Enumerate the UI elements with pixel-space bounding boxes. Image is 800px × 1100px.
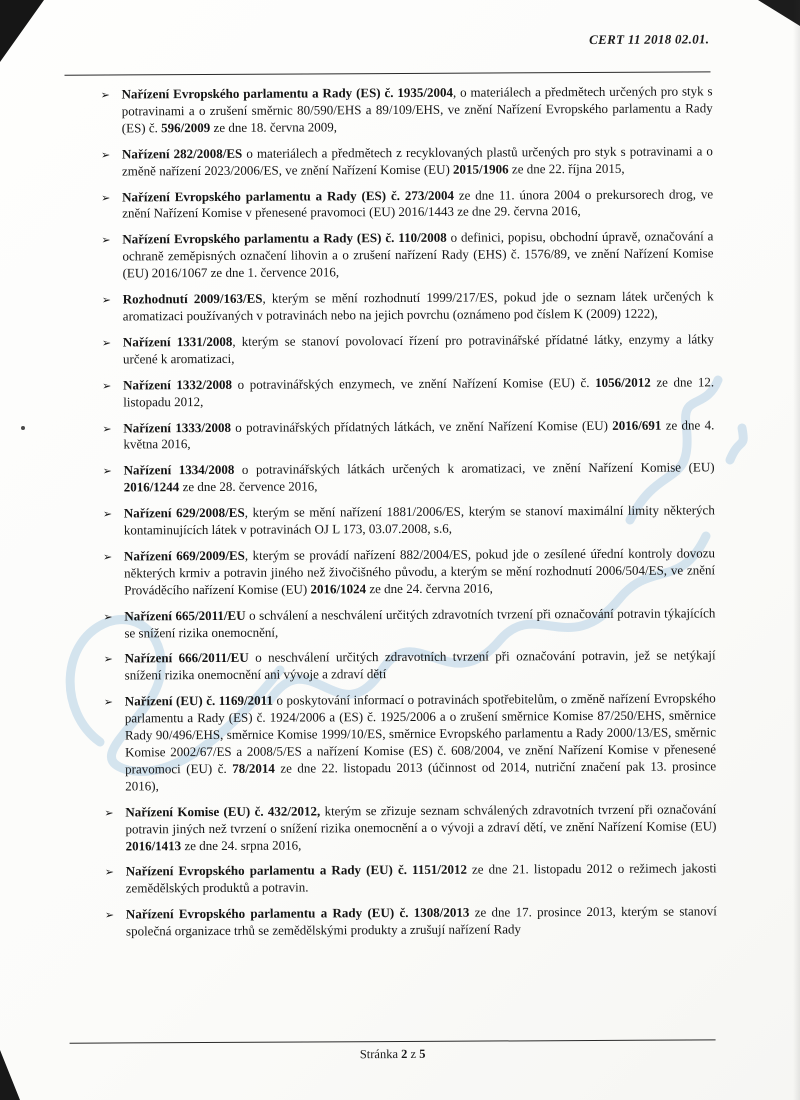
list-item xyxy=(101,143,713,180)
list-item xyxy=(103,502,715,539)
footer-divider xyxy=(70,1039,716,1043)
arrow-bullet-icon: ➢ xyxy=(100,88,110,102)
regulation-text: Nařízení Evropského parlamentu a Rady (EU) č. 1151/2012 ze dne 21. listopadu 2012 o režimech jakosti zemědělských produktů a potravin. xyxy=(125,860,717,896)
scan-speck xyxy=(21,426,25,430)
list-item xyxy=(102,331,714,368)
arrow-bullet-icon: ➢ xyxy=(102,507,113,521)
regulation-text: Nařízení 1333/2008 o potravinářských přídatných látkách, ve znění Nařízení Komise (EU) 2016/691 ze dne 4. května 2016, xyxy=(123,416,715,452)
arrow-bullet-icon: ➢ xyxy=(104,806,114,820)
list-item xyxy=(103,605,715,642)
list-item xyxy=(103,545,715,599)
regulation-text: Nařízení Evropského parlamentu a Rady (ES) č. 110/2008 o definici, popisu, obchodní úpravě, označování a ochraně zeměpisných označení lihovin a o zrušení nařízení Rady (EHS) č. 1576/89, ve znění Nařízení Komise (EU) 2016/1067 ze dne 1. července 2016, xyxy=(122,228,714,281)
list-item xyxy=(104,801,716,855)
page-of-label: z xyxy=(410,1046,417,1061)
list-item xyxy=(104,648,716,685)
list-item xyxy=(102,288,714,325)
regulation-text: Nařízení Evropského parlamentu a Rady (EU) č. 1308/2013 ze dne 17. prosince 2013, kterým se stanoví společná organizace trhů se zemědělskými produkty a zrušují nařízení Rady xyxy=(125,903,717,939)
list-item xyxy=(101,229,713,283)
arrow-bullet-icon: ➢ xyxy=(101,191,111,205)
document-code: CERT 11 2018 02.01. xyxy=(589,31,710,48)
list-item xyxy=(105,904,717,941)
list-item xyxy=(103,460,715,497)
regulation-text: Nařízení (EU) č. 1169/2011 o poskytování informací o potravinách spotřebitelům, o změně nařízení Evropského parlamentu a Rady (ES) č. 1924/2006 a (ES) č. 1925/2006 a o zrušení směrnice Komise 87/250/EHS, směrnice Rady 90/496/EHS, směrnice Komise 1999/10/ES, směrnice Evropského parlamentu a Rady 2000/13/ES, směrnic Komise 2002/67/ES a 2008/5/ES a nařízení Komise (ES) č. 608/2004, ve znění Nařízení Komise v přenesené pravomoci (EU) č. 78/2014 ze dne 22. listopadu 2013 (účinnost od 2014, nutriční značení pak 13. prosince 2016), xyxy=(124,690,717,794)
arrow-bullet-icon: ➢ xyxy=(103,610,113,624)
arrow-bullet-icon: ➢ xyxy=(103,652,113,667)
arrow-bullet-icon: ➢ xyxy=(101,336,112,350)
regulation-text: Nařízení 665/2011/EU o schválení a neschválení určitých zdravotních tvrzení při označování potravin týkajících se snížení rizika onemocnění, xyxy=(124,605,716,641)
regulation-text: Nařízení Evropského parlamentu a Rady (ES) č. 1935/2004, o materiálech a předmětech určených pro styk s potravinami a o zrušení směrnic 80/590/EHS a 89/109/EHS, ve znění Nařízení Evropského parlamentu a Rady (ES) č. 596/2009 ze dne 18. června 2009, xyxy=(121,83,713,136)
regulation-text: Rozhodnutí 2009/163/ES, kterým se mění rozhodnutí 1999/217/ES, pokud jde o seznam látek určených k aromatizaci používaných v potravinách nebo na jejich povrchu (oznámeno pod číslem K (2009) 1222), xyxy=(122,288,714,324)
header-divider xyxy=(65,71,711,75)
regulation-text: Nařízení 1334/2008 o potravinářských látkách určených k aromatizaci, ve znění Nařízení Komise (EU) 2016/1244 ze dne 28. července 2016, xyxy=(123,459,715,495)
arrow-bullet-icon: ➢ xyxy=(102,550,113,564)
list-item xyxy=(102,374,714,411)
regulation-text: Nařízení 1331/2008, kterým se stanoví povolovací řízení pro potravinářské přídatné látky, enzymy a látky určené k aromatizaci, xyxy=(122,331,714,367)
page-label: Stránka xyxy=(359,1047,399,1062)
list-item xyxy=(105,861,717,898)
arrow-bullet-icon: ➢ xyxy=(102,464,112,478)
regulation-text: Nařízení 1332/2008 o potravinářských enzymech, ve znění Nařízení Komise (EU) č. 1056/2012 ze dne 12. listopadu 2012, xyxy=(123,374,715,410)
total-pages: 5 xyxy=(419,1046,426,1061)
regulation-list xyxy=(101,83,718,949)
regulation-text: Nařízení 669/2009/ES, kterým se provádí nařízení 882/2004/ES, pokud jde o zesílené úřední kontroly dovozu některých krmiv a potravin jiného než živočišného původu, a kterým se mění rozhodnutí 2006/504/ES, ve znění Prováděcího nařízení Komise (EU) 2016/1024 ze dne 24. června 2016, xyxy=(123,545,716,598)
regulation-text: Nařízení 666/2011/EU o neschválení určitých zdravotních tvrzení při označování potravin, jež se netýkají snížení rizika onemocnění ani vývoje a zdraví dětí xyxy=(124,647,716,683)
arrow-bullet-icon: ➢ xyxy=(102,422,112,436)
arrow-bullet-icon: ➢ xyxy=(104,908,115,922)
regulation-text: Nařízení Komise (EU) č. 432/2012, kterým se zřizuje seznam schválených zdravotních tvrzení při označování potravin jiných než tvrzení o snížení rizika onemocnění a o vývoji a zdraví dětí, ve znění Nařízení Komise (EU) 2016/1413 ze dne 24. srpna 2016, xyxy=(125,801,717,853)
regulation-text: Nařízení Evropského parlamentu a Rady (ES) č. 273/2004 ze dne 11. února 2004 o prekursorech drog, ve znění Nařízení Komise v přenesené pravomoci (EU) 2016/1443 ze dne 29. června 2016, xyxy=(122,185,714,221)
arrow-bullet-icon: ➢ xyxy=(101,233,111,247)
arrow-bullet-icon: ➢ xyxy=(102,379,112,393)
arrow-bullet-icon: ➢ xyxy=(100,148,111,162)
list-item xyxy=(101,83,713,137)
arrow-bullet-icon: ➢ xyxy=(103,695,114,709)
list-item xyxy=(104,691,717,796)
page-footer xyxy=(70,1045,716,1063)
list-item xyxy=(101,186,713,223)
list-item xyxy=(102,417,714,454)
page-number: 2 xyxy=(401,1046,408,1062)
arrow-bullet-icon: ➢ xyxy=(101,293,111,307)
regulation-text: Nařízení 282/2008/ES o materiálech a předmětech z recyklovaných plastů určených pro styk s potravinami a o změně nařízení 2023/2006/ES, ve znění Nařízení Komise (EU) 2015/1906 ze dne 22. října 2015, xyxy=(121,143,713,179)
regulation-text: Nařízení 629/2008/ES, kterým se mění nařízení 1881/2006/ES, kterým se stanoví maximální limity některých kontaminujících látek v potravinách OJ L 173, 03.07.2008, s.6, xyxy=(123,502,715,538)
arrow-bullet-icon: ➢ xyxy=(104,865,114,879)
